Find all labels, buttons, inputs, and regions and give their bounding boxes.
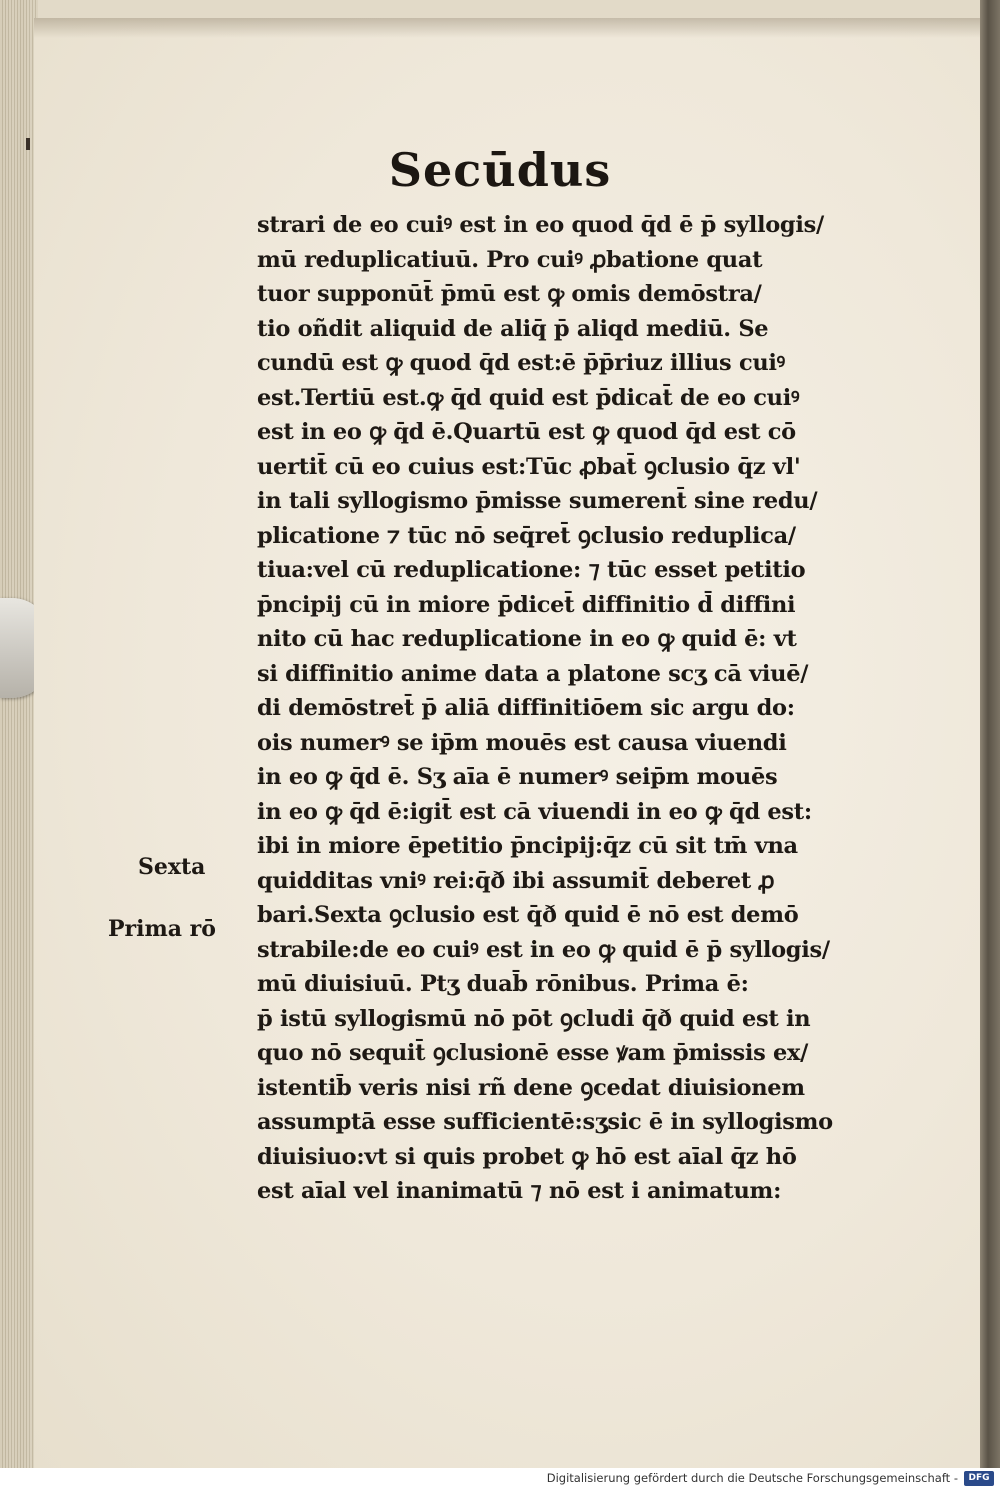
text-line: tiua:vel cū reduplicatione: ⁊ tūc esset petitio bbox=[257, 557, 806, 583]
text-line: strabile:de eo cuiꝰ est in eo ꝙ quid ē p̄ syllogis/ bbox=[257, 936, 830, 963]
main-text-block bbox=[257, 208, 837, 1204]
text-line: uertit̄ cū eo cuius est:Tūc ꝓbat̄ ꝯclusio q̄z vl' bbox=[257, 453, 801, 480]
text-line: cundū est ꝙ quod q̄d est:ē p̄p̄riuz illius cuiꝰ bbox=[257, 350, 785, 376]
text-line: nito cū hac reduplicatione in eo ꝙ quid ē: vt bbox=[257, 626, 797, 652]
text-line: bari.Sexta ꝯclusio est q̄ð quid ē nō est demō bbox=[257, 902, 799, 928]
text-line: mū reduplicatiuū. Pro cuiꝰ ꝓbatione quat bbox=[257, 246, 763, 273]
marginal-note-prima-ro: Prima rō bbox=[108, 916, 216, 942]
text-line: est.Tertiū est.ꝙ q̄d quid est p̄dicat̄ de eo cuiꝰ bbox=[257, 384, 800, 411]
binding-edge bbox=[980, 0, 1000, 1468]
running-heading: Secūdus bbox=[388, 143, 612, 197]
marginal-note-sexta: Sexta bbox=[138, 854, 206, 880]
text-line: tuor supponūt̄ p̄mū est ꝙ omis demōstra/ bbox=[257, 281, 762, 307]
text-line: ibi in miore ēpetitio p̄ncipij:q̄z cū sit tm̄ vna bbox=[257, 833, 798, 859]
top-shadow bbox=[34, 18, 980, 38]
text-line: strari de eo cuiꝰ est in eo quod q̄d ē p̄ syllogis/ bbox=[257, 212, 824, 238]
text-line: si diffinitio anime data a platone scʒ cā viuē/ bbox=[257, 660, 809, 687]
text-line: in eo ꝙ q̄d ē:igit̄ est cā viuendi in eo ꝙ q̄d est: bbox=[257, 798, 812, 825]
text-line: istentib̄ veris nisi rñ dene ꝯcedat diuisionem bbox=[257, 1074, 805, 1101]
text-line: p̄ istū syllogismū nō pōt ꝯcludi q̄ð quid est in bbox=[257, 1005, 811, 1032]
text-line: ois numerꝰ se ip̄m mouēs est causa viuendi bbox=[257, 729, 787, 756]
text-line: est in eo ꝙ q̄d ē.Quartū est ꝙ quod q̄d est cō bbox=[257, 419, 796, 445]
page-edges bbox=[0, 0, 38, 1468]
text-line: mū diuisiuū. Ptʒ duab̄ rōnibus. Prima ē: bbox=[257, 971, 749, 997]
digitization-footer bbox=[0, 1468, 1000, 1489]
text-line: tio oñdit aliquid de aliq̄ p̄ aliqd mediū. Se bbox=[257, 315, 769, 342]
text-line: p̄ncipij cū in miore p̄dicet̄ diffinitio d̄ diffini bbox=[257, 591, 796, 618]
text-line: di demōstret̄ p̄ aliā diffinitiōem sic argu do: bbox=[257, 695, 795, 721]
footer-credit: Digitalisierung gefördert durch die Deutsche Forschungsgemeinschaft - bbox=[546, 1471, 958, 1485]
margin-mark bbox=[26, 138, 30, 150]
text-line: quo nō sequit̄ ꝯclusionē esse ꝟam p̄missis ex/ bbox=[257, 1040, 809, 1066]
text-line: plicatione ⁊ tūc nō seq̄ret̄ ꝯclusio reduplica/ bbox=[257, 522, 796, 549]
dfg-logo-icon: DFG bbox=[964, 1471, 994, 1486]
text-line: est aīal vel inanimatū ⁊ nō est i animatum: bbox=[257, 1178, 782, 1204]
text-line: diuisiuo:vt si quis probet ꝙ hō est aīal q̄z hō bbox=[257, 1143, 797, 1170]
text-line: in tali syllogismo p̄misse sumerent̄ sine redu/ bbox=[257, 488, 818, 514]
text-line: in eo ꝙ q̄d ē. Sʒ aīa ē numerꝰ seip̄m mouēs bbox=[257, 764, 778, 790]
text-line: quidditas vniꝰ rei:q̄ð ibi assumit̄ deberet ꝓ bbox=[257, 867, 775, 894]
text-line: assumptā esse sufficientē:sʒsic ē in syllogismo bbox=[257, 1109, 833, 1135]
